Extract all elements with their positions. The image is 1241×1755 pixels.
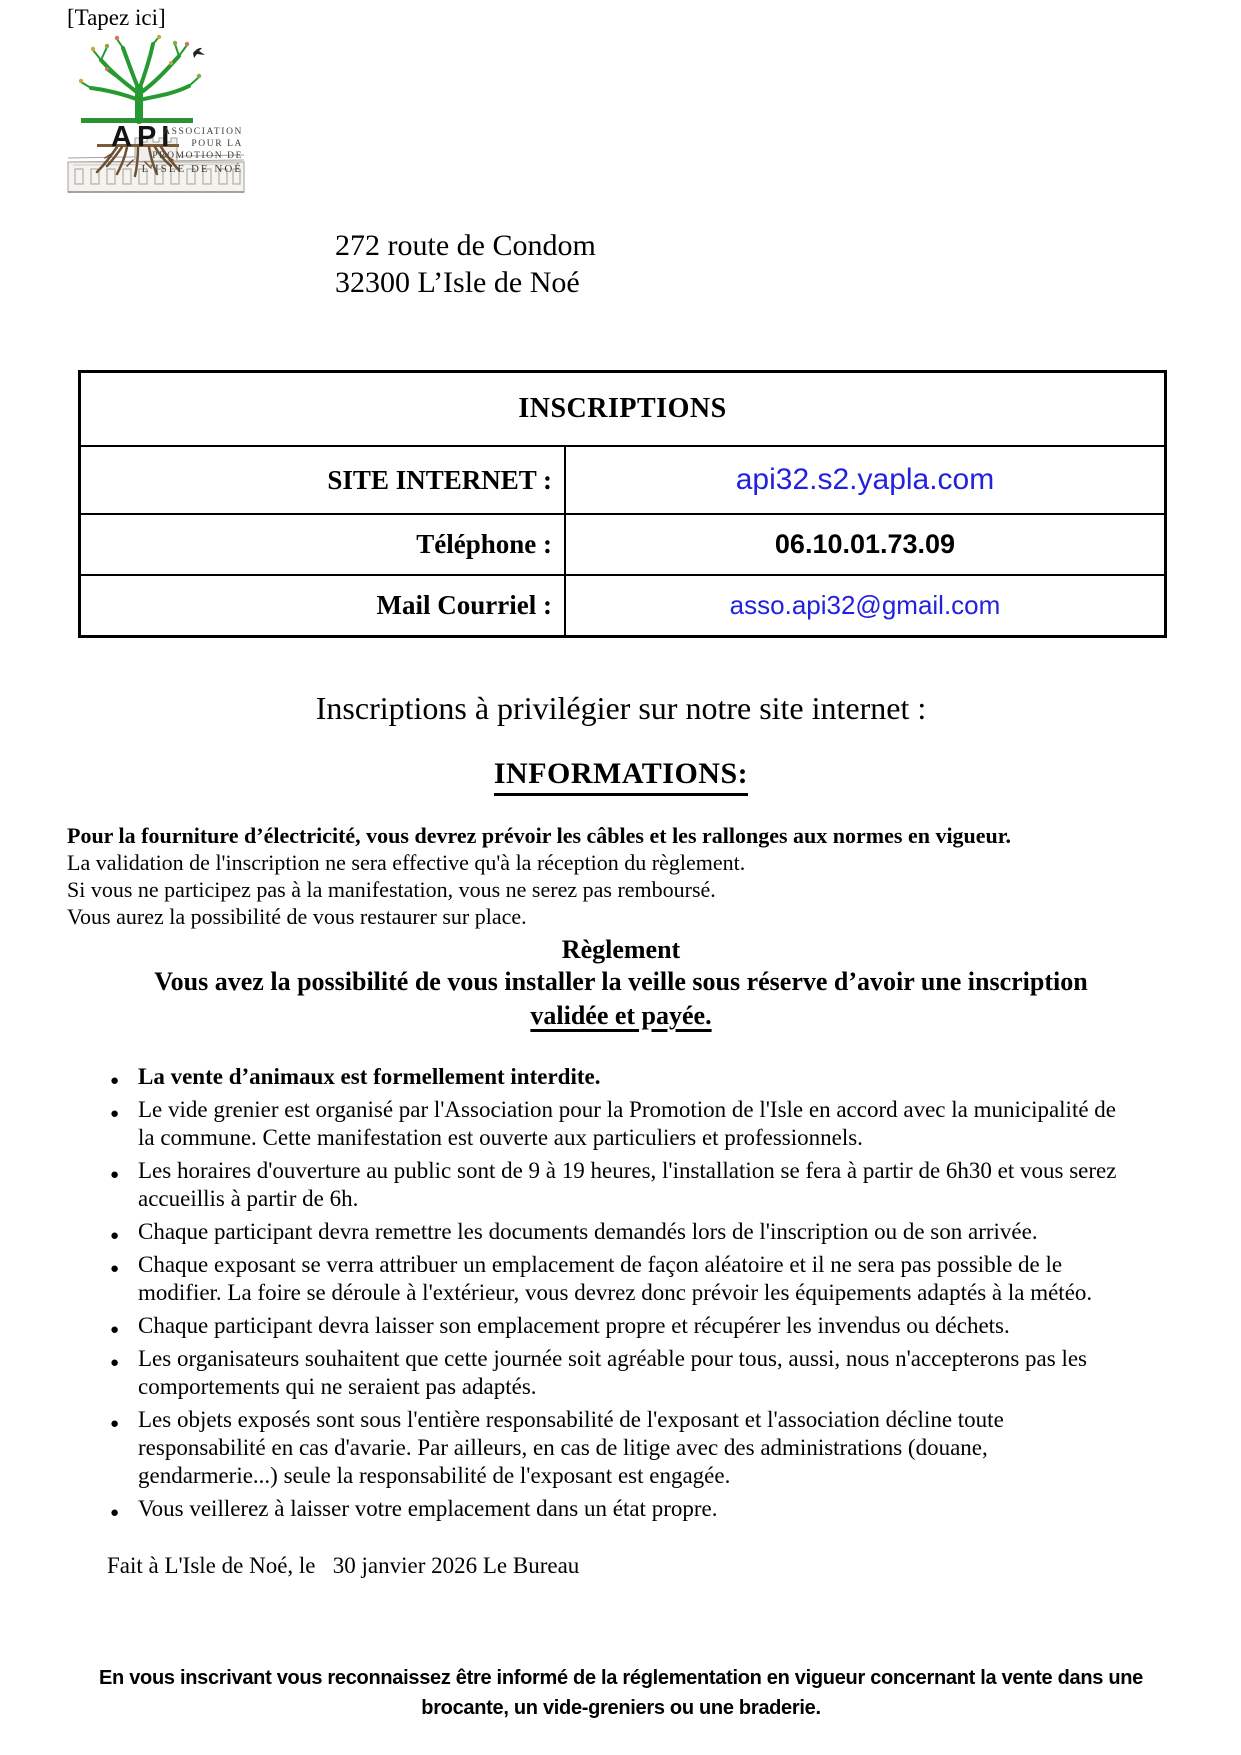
inscriptions-table: [78, 370, 1167, 638]
informations-heading: INFORMATIONS:: [67, 757, 1175, 796]
logo-graphic: [67, 34, 245, 194]
info-line-refund: Si vous ne participez pas à la manifestation, vous ne serez pas remboursé.: [67, 877, 716, 902]
table-row-site: [81, 445, 1164, 513]
table-title-row: [81, 373, 1164, 445]
email-link[interactable]: asso.api32@gmail.com: [729, 590, 1001, 620]
logo-acronym: API: [111, 121, 175, 153]
table-row-mail: [81, 574, 1164, 635]
svg-text:ASSOCIATION: ASSOCIATION: [163, 127, 243, 137]
address-line-1: 272 route de Condom: [335, 229, 596, 262]
rule-item: ● Les objets exposés sont sous l'entière responsabilité de l'exposant et l'association décline toute responsabilité en cas d'avarie. Par ailleurs, en cas de litige avec des administrations (douane, gendarmerie...) seule la responsabilité de l'exposant est engagée.: [110, 1406, 1120, 1490]
rule-item: ● Vous veillerez à laisser votre emplacement dans un état propre.: [110, 1495, 1120, 1523]
closing-line: Fait à L'Isle de Noé, le 30 janvier 2026 Le Bureau: [107, 1553, 580, 1578]
svg-text:PROMOTION DE: PROMOTION DE: [152, 151, 243, 161]
tree-buds-icon: [79, 35, 201, 83]
site-label: SITE INTERNET :: [81, 447, 566, 513]
headline: Inscriptions à privilégier sur notre site internet :: [315, 690, 927, 726]
mail-label: Mail Courriel :: [81, 576, 566, 635]
svg-text:L’ISLE DE NOÉ: L’ISLE DE NOÉ: [141, 163, 243, 175]
rules-list: [110, 1063, 1120, 1523]
svg-text:POUR LA: POUR LA: [191, 139, 243, 149]
website-link[interactable]: api32.s2.yapla.com: [735, 463, 995, 496]
informations-paragraphs: [67, 822, 1175, 930]
rule-item: ● Chaque participant devra remettre les documents demandés lors de l'inscription ou de son arrivée.: [110, 1218, 1120, 1246]
word-placeholder[interactable]: [Tapez ici]: [67, 5, 166, 30]
rule-item: ● La vente d’animaux est formellement interdite.: [110, 1063, 1120, 1091]
association-logo: [67, 34, 245, 194]
info-line-catering: Vous aurez la possibilité de vous restaurer sur place.: [67, 904, 527, 929]
rule-item: ● Chaque exposant se verra attribuer un emplacement de façon aléatoire et il ne sera pas possible de le modifier. La foire se déroule à l'extérieur, vous devrez donc prévoir les équipements adaptés à la météo.: [110, 1251, 1120, 1307]
info-line-electricity: Pour la fourniture d’électricité, vous devrez prévoir les câbles et les rallonges aux normes en vigueur.: [67, 823, 1012, 848]
address-line-2: 32300 L’Isle de Noé: [335, 266, 580, 299]
footer-disclaimer: En vous inscrivant vous reconnaissez être informé de la réglementation en vigueur concernant la vente dans une brocante, un vide-greniers ou une braderie.: [99, 1667, 1143, 1719]
bird-icon: [193, 48, 205, 58]
rule-item: ● Les horaires d'ouverture au public sont de 9 à 19 heures, l'installation se fera à partir de 6h30 et vous serez accueillis à partir de 6h.: [110, 1157, 1120, 1213]
table-title: INSCRIPTIONS: [518, 393, 727, 424]
rule-item: ● Chaque participant devra laisser son emplacement propre et récupérer les invendus ou déchets.: [110, 1312, 1120, 1340]
rule-item: ● Le vide grenier est organisé par l'Association pour la Promotion de l'Isle en accord avec la municipalité de la commune. Cette manifestation est ouverte aux particuliers et professionnels.: [110, 1096, 1120, 1152]
association-address: [335, 227, 1175, 301]
rule-item: ● Les organisateurs souhaitent que cette journée soit agréable pour tous, aussi, nous n'accepterons pas les comportements qui ne seraient pas adaptés.: [110, 1345, 1120, 1401]
reglement-heading: Règlement: [561, 935, 681, 964]
reglement-intro-underlined: validée et payée.: [530, 1001, 712, 1030]
phone-label: Téléphone :: [81, 515, 566, 574]
phone-number: 06.10.01.73.09: [774, 529, 956, 559]
table-row-phone: [81, 513, 1164, 574]
reglement-intro-line: Vous avez la possibilité de vous installer la veille sous réserve d’avoir une inscription: [154, 967, 1088, 996]
info-line-validation: La validation de l'inscription ne sera effective qu'à la réception du règlement.: [67, 850, 746, 875]
tree-icon: [81, 37, 199, 120]
reglement-intro: [67, 965, 1175, 1033]
